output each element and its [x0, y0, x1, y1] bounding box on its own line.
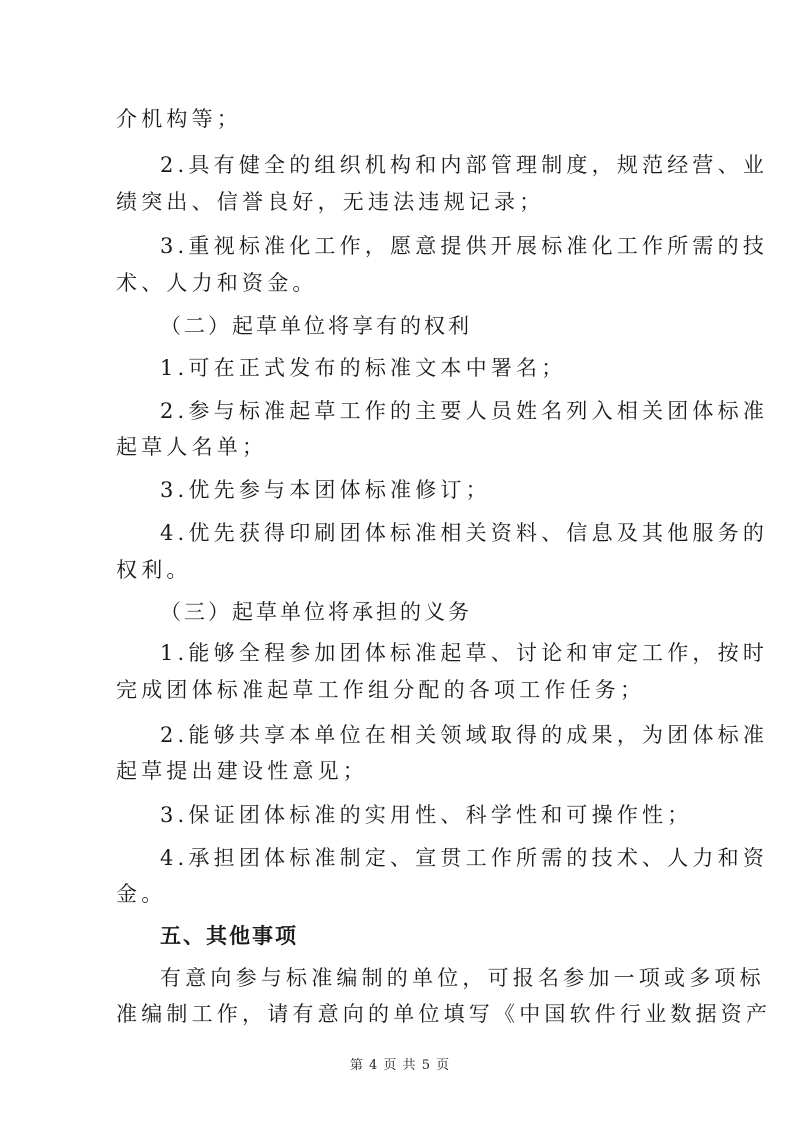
- text-line: 起草提出建设性意见；: [116, 759, 368, 783]
- text-line: 4.承担团体标准制定、宣贯工作所需的技术、人力和资: [160, 846, 769, 870]
- text-line: 金。: [116, 882, 167, 906]
- text-line: 起草人名单；: [116, 435, 268, 459]
- text-line: 3.优先参与本团体标准修订；: [160, 478, 491, 502]
- page-number-footer: 第 4 页 共 5 页: [349, 1058, 451, 1073]
- text-line: 绩突出、信誉良好，无违法违规记录；: [116, 190, 545, 214]
- text-line: 术、人力和资金。: [116, 271, 318, 295]
- text-line: 2.参与标准起草工作的主要人员姓名列入相关团体标准: [160, 399, 769, 423]
- text-line: 2.具有健全的组织机构和内部管理制度，规范经营、业: [160, 153, 769, 177]
- text-line: 准编制工作，请有意向的单位填写《中国软件行业数据资产: [116, 1002, 772, 1026]
- section-heading: 五、其他事项: [160, 924, 298, 948]
- text-line: 1.可在正式发布的标准文本中署名；: [160, 356, 567, 380]
- text-line: 权利。: [116, 558, 192, 582]
- section-subheading: （三）起草单位将承担的义务: [160, 600, 472, 624]
- text-line: 3.保证团体标准的实用性、科学性和可操作性；: [160, 803, 693, 827]
- section-subheading: （二）起草单位将享有的权利: [160, 314, 472, 338]
- text-line: 有意向参与标准编制的单位，可报名参加一项或多项标: [160, 966, 765, 990]
- text-line: 完成团体标准起草工作组分配的各项工作任务；: [116, 678, 646, 702]
- text-line: 2.能够共享本单位在相关领域取得的成果，为团体标准: [160, 723, 769, 747]
- text-line: 4.优先获得印刷团体标准相关资料、信息及其他服务的: [160, 521, 769, 545]
- text-line: 3.重视标准化工作，愿意提供开展标准化工作所需的技: [160, 234, 769, 258]
- text-line: 1.能够全程参加团体标准起草、讨论和审定工作，按时: [160, 641, 769, 665]
- text-line: 介机构等；: [116, 107, 242, 131]
